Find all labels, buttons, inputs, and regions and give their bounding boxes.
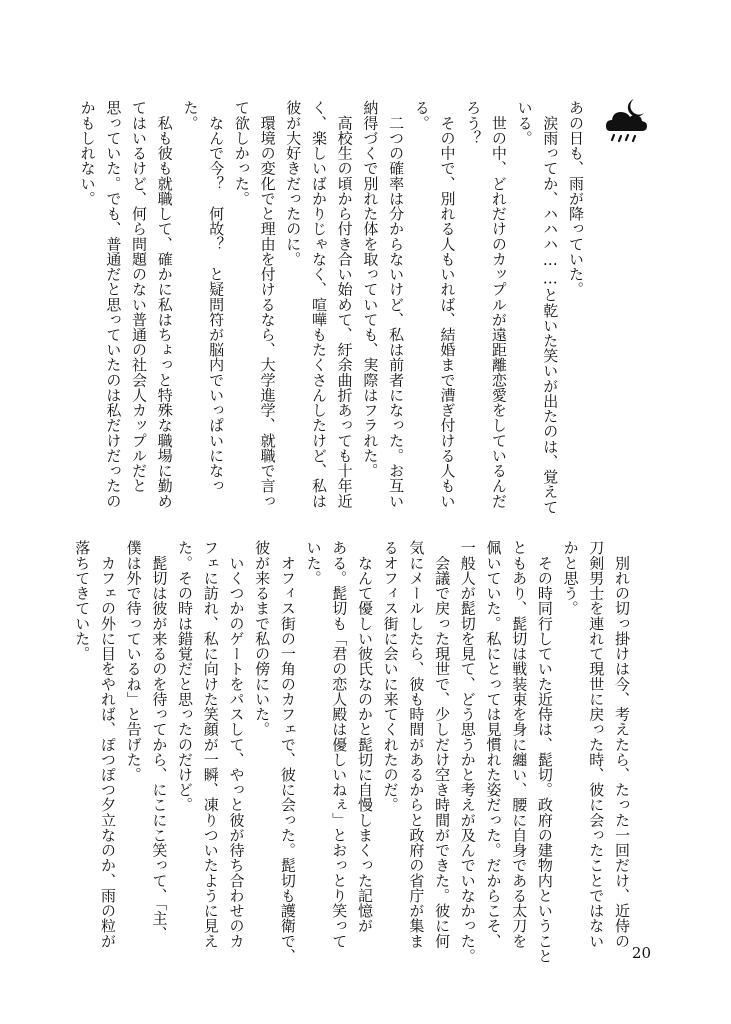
text-line: 納得づくで別れた体を取っていても、実際はフラれた。	[361, 100, 380, 478]
text-line: て欲しかった。	[232, 100, 251, 206]
text-line: 世の中、どれだけのカップルが遠距離恋愛をしているんだ	[489, 100, 508, 509]
text-line: 落ちてきていた。	[73, 540, 92, 661]
text-line: く、楽しいばかりじゃなく、喧嘩もたくさんしたけど、私は	[309, 100, 328, 509]
text-line: 彼が大好きだったのに。	[284, 100, 303, 267]
text-line: るオフィス街に会いに来てくれたのだ。	[381, 540, 400, 813]
text-line: ともあり、髭切は戦装束を身に纏い、腰に自身である太刀を	[510, 540, 529, 949]
text-line: 二つの確率は分からないけど、私は前者になった。お互い	[387, 100, 406, 509]
text-line: 髭切は彼が来るのを待ってから、にこにこ笑って、「主、	[150, 540, 169, 941]
text-line: た。	[181, 100, 200, 131]
text-line: 気にメールしたら、彼も時間があるからと政府の省庁が集ま	[407, 540, 426, 949]
text-line: 思っていた。でも、普通だと思っていたのは私だけだったの	[104, 100, 123, 509]
text-line: 高校生の頃から付き合い始めて、紆余曲折あっても十年近	[335, 100, 354, 509]
text-line: 別れの切っ掛けは今、考えたら、たった一回だけ、近侍の	[613, 540, 631, 949]
text-line: いる。	[515, 100, 534, 146]
text-line: いた。	[304, 540, 323, 586]
text-line: 彼が来るまで私の傍にいた。	[253, 540, 272, 737]
text-line: かもしれない。	[78, 100, 97, 206]
text-line: フェに訪れ、私に向けた笑顔が一瞬、凍りついたように見え	[201, 540, 220, 949]
rain-night-icon	[604, 97, 650, 147]
text-line: あの日も、雨が降っていた。	[567, 100, 585, 297]
text-line: なんで今？ 何故？ と疑問符が脳内でいっぱいになっ	[207, 100, 226, 494]
text-line: その時同行していた近侍は、髭切。政府の建物内ということ	[535, 540, 554, 964]
page-number: 20	[631, 944, 651, 962]
upper-text-block	[78, 100, 588, 515]
text-line: なんて優しい彼氏なのかと髭切に自慢しまくった記憶が	[355, 540, 374, 934]
text-line: る。	[412, 100, 431, 131]
text-line: カフェの外に目をやれば、ぽつぽつ夕立なのか、雨の粒が	[98, 540, 117, 949]
text-line: 刀剣男士を連れて現世に戻った時、彼に会ったことではない	[587, 540, 606, 949]
text-line: 環境の変化でと理由を付けるなら、大学進学、就職で言っ	[258, 100, 277, 509]
text-line: ろう？	[464, 100, 483, 146]
text-line: 僕は外で待っているね」と告げた。	[124, 540, 143, 782]
text-line: てはいるけど、何ら問題のない普通の社会人カップルだと	[130, 100, 149, 494]
text-line: た。その時は錯覚だと思ったのだけど。	[176, 540, 195, 813]
text-line: 涙雨ってか、ハハハ……と乾いた笑いが出たのは、覚えて	[541, 100, 560, 515]
lower-text-block	[73, 540, 634, 964]
text-line: オフィス街の一角のカフェで、彼に会った。髭切も護衛で、	[278, 540, 297, 964]
text-line: 佩いていた。私にとっては見慣れた姿だった。だからこそ、	[484, 540, 503, 949]
text-line: 会議で戻った現世で、少しだけ空き時間ができた。彼に何	[433, 540, 452, 949]
text-line: 私も彼も就職して、確かに私はちょっと特殊な職場に勤め	[155, 100, 174, 509]
text-line: いくつかのゲートをパスして、やっと彼が待ち合わせのカ	[227, 540, 246, 949]
text-line: ある。髭切も「君の恋人殿は優しいねぇ」とおっとり笑って	[330, 540, 349, 949]
text-line: かと思う。	[561, 540, 580, 616]
text-line: その中で、別れる人もいれば、結婚まで漕ぎ付ける人もい	[438, 100, 457, 509]
text-line: 一般人が髭切を見て、どう思うかと考えが及んでいなかった。	[458, 540, 477, 964]
